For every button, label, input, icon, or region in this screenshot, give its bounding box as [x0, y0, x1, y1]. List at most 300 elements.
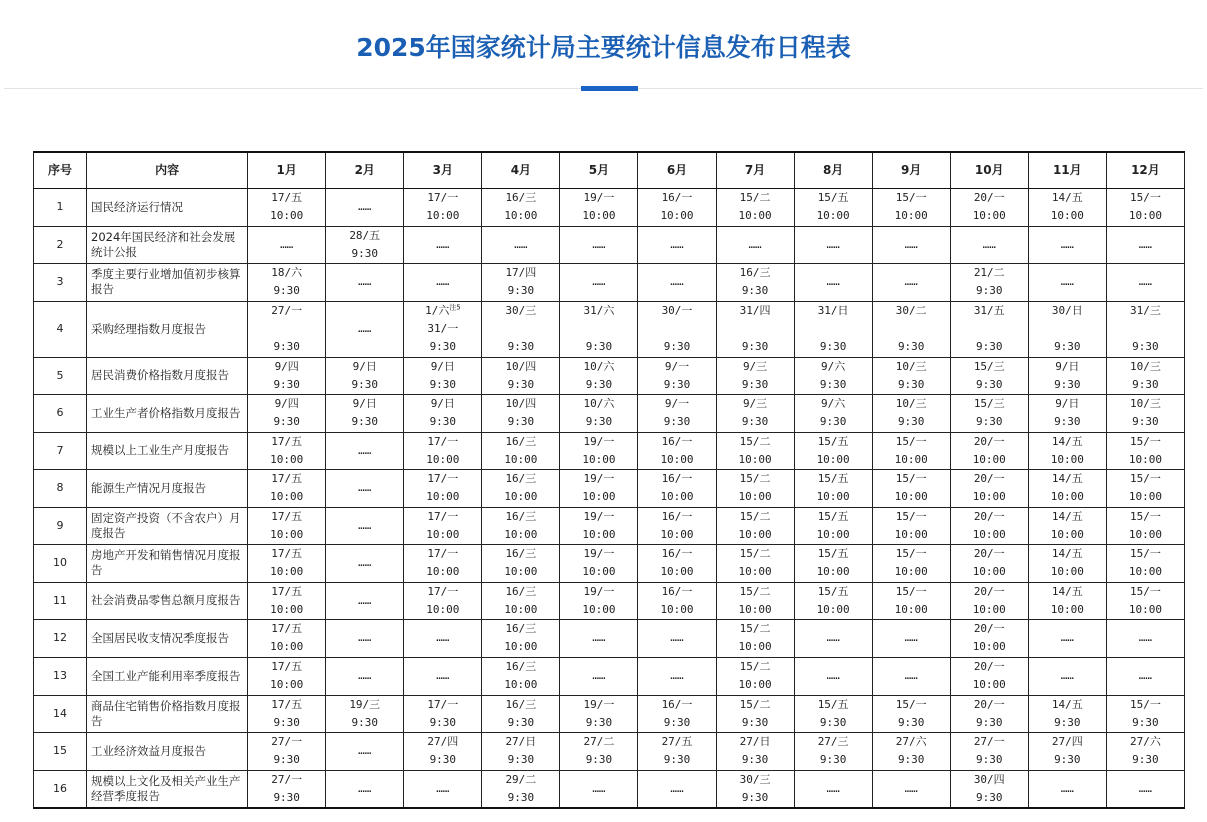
cell-text: 9:30	[897, 377, 925, 391]
cell-text: 27/三	[817, 735, 849, 748]
not-scheduled-marker: ……	[1060, 669, 1074, 682]
release-date-cell	[482, 582, 560, 619]
not-scheduled-marker: ……	[904, 631, 918, 644]
cell-text: 20/一	[973, 584, 1005, 598]
cell-text: 9:30	[507, 715, 535, 729]
not-scheduled-marker: ……	[1138, 275, 1153, 288]
cell-text: 10:00	[504, 678, 538, 691]
cell-text: 10:00	[738, 640, 772, 653]
release-date-cell	[482, 263, 560, 301]
cell-text: 9:30	[429, 377, 457, 391]
release-date-cell	[560, 263, 638, 301]
release-date-cell	[1028, 469, 1106, 507]
not-scheduled-marker: ……	[358, 593, 372, 607]
cell-text: 30/三	[739, 772, 771, 786]
cell-text: 10/三	[1129, 359, 1161, 373]
cell-text: 9/日	[352, 397, 377, 410]
release-date-cell	[794, 695, 872, 732]
cell-text: 10:00	[270, 602, 304, 616]
table-row	[34, 301, 1185, 357]
release-date-cell	[248, 657, 326, 695]
release-content: 房地产开发和销售情况月度报告	[87, 544, 248, 582]
release-date-cell	[326, 394, 404, 432]
table-row	[34, 469, 1185, 507]
cell-text: 10:00	[1128, 602, 1162, 616]
cell-text: 9:30	[819, 753, 847, 766]
cell-text: 15/一	[1129, 584, 1161, 598]
cell-text: 10:00	[582, 490, 616, 503]
cell-text: 10:00	[738, 209, 772, 222]
cell-text: 10:00	[738, 678, 772, 691]
release-date-cell	[872, 394, 950, 432]
cell-text: 20/一	[973, 622, 1005, 635]
release-date-cell	[1028, 226, 1106, 263]
release-date-cell	[950, 695, 1028, 732]
cell-text: 19/一	[583, 697, 615, 711]
not-scheduled-marker: ……	[358, 518, 372, 532]
column-header: 6月	[638, 152, 716, 188]
release-date-cell	[482, 732, 560, 770]
cell-text: 10/六	[583, 397, 615, 410]
row-number: 15	[34, 732, 87, 770]
cell-text: 9:30	[429, 753, 457, 766]
release-date-cell	[560, 226, 638, 263]
release-date-cell	[404, 544, 482, 582]
cell-text: 10:00	[816, 209, 850, 222]
release-date-cell	[404, 394, 482, 432]
release-date-cell	[248, 469, 326, 507]
cell-text: 10:00	[738, 527, 772, 541]
cell-text: 19/一	[583, 547, 615, 560]
cell-text: 9:30	[741, 753, 769, 766]
cell-text: 10/四	[505, 397, 537, 410]
cell-text: 10:00	[816, 565, 850, 578]
table-row	[34, 732, 1185, 770]
table-row	[34, 770, 1185, 808]
column-header: 12月	[1106, 152, 1184, 188]
cell-text: 9:30	[273, 415, 300, 428]
cell-text: 16/三	[505, 509, 537, 523]
row-number: 10	[34, 544, 87, 582]
column-header: 序号	[34, 152, 87, 188]
release-date-cell	[326, 619, 404, 657]
cell-text: 9:30	[507, 340, 535, 353]
row-number: 16	[34, 770, 87, 808]
cell-text: 9:30	[976, 415, 1003, 428]
release-date-cell	[248, 732, 326, 770]
release-date-cell	[716, 432, 794, 469]
cell-text: 10/三	[895, 359, 927, 373]
release-date-cell	[716, 226, 794, 263]
table-row	[34, 544, 1185, 582]
release-date-cell	[950, 657, 1028, 695]
not-scheduled-marker: ……	[436, 781, 450, 795]
release-date-cell	[716, 732, 794, 770]
not-scheduled-marker: ……	[982, 237, 996, 251]
release-date-cell	[794, 544, 872, 582]
cell-text: 10:00	[582, 452, 616, 466]
cell-text: 9:30	[585, 340, 613, 353]
release-date-cell	[248, 544, 326, 582]
release-date-cell	[248, 582, 326, 619]
release-date-cell	[560, 394, 638, 432]
cell-text: 27/一	[271, 735, 303, 748]
cell-text: 9:30	[663, 340, 691, 353]
release-date-cell	[326, 732, 404, 770]
table-row	[34, 619, 1185, 657]
table-row	[34, 582, 1185, 619]
row-number: 7	[34, 432, 87, 469]
cell-text: 9:30	[507, 284, 535, 297]
cell-text: 9/一	[664, 359, 690, 373]
cell-text: 15/三	[973, 359, 1005, 373]
release-date-cell	[482, 188, 560, 226]
cell-text: 27/一	[271, 304, 303, 317]
release-date-cell	[1106, 263, 1184, 301]
release-date-cell	[1028, 695, 1106, 732]
release-date-cell	[794, 226, 872, 263]
cell-text: 17/一	[427, 472, 459, 485]
cell-text: 15/五	[817, 434, 849, 448]
cell-text: 9:30	[976, 377, 1003, 391]
not-scheduled-marker: ……	[904, 781, 918, 795]
release-date-cell	[638, 226, 716, 263]
release-date-cell	[950, 432, 1028, 469]
not-scheduled-marker: ……	[670, 669, 684, 682]
release-date-cell	[482, 394, 560, 432]
not-scheduled-marker: ……	[904, 275, 918, 288]
cell-text: 31/日	[817, 304, 849, 317]
cell-text: 15/二	[739, 547, 771, 560]
cell-text: 15/二	[739, 660, 771, 673]
cell-text: 15/一	[895, 191, 927, 204]
cell-text: 15/一	[895, 509, 927, 523]
cell-text: 15/二	[739, 697, 771, 711]
release-date-cell	[248, 263, 326, 301]
release-date-cell	[560, 432, 638, 469]
cell-text: 9:30	[1054, 415, 1081, 428]
release-date-cell	[560, 695, 638, 732]
cell-text: 9:30	[819, 340, 847, 353]
cell-text: 9:30	[429, 415, 457, 428]
cell-text: 9:30	[1132, 377, 1159, 391]
release-date-cell	[638, 619, 716, 657]
not-scheduled-marker: ……	[358, 275, 372, 288]
table-row	[34, 695, 1185, 732]
release-date-cell	[1028, 657, 1106, 695]
page-title: 2025年国家统计局主要统计信息发布日程表	[356, 33, 851, 62]
not-scheduled-marker: ……	[1060, 781, 1074, 795]
cell-text: 9:30	[507, 377, 535, 391]
cell-text: 1/六$^{注5}$	[425, 303, 461, 317]
release-date-cell	[248, 301, 326, 357]
release-date-cell	[794, 394, 872, 432]
cell-text: 16/一	[661, 191, 693, 204]
cell-text: 10:00	[426, 452, 460, 466]
cell-text: 17/一	[427, 191, 459, 204]
not-scheduled-marker: ……	[358, 200, 372, 213]
column-header: 内容	[87, 152, 248, 188]
cell-text: 30/四	[973, 772, 1005, 786]
release-content: 季度主要行业增加值初步核算报告	[87, 263, 248, 301]
not-scheduled-marker: ……	[592, 237, 606, 251]
not-scheduled-marker: ……	[358, 556, 372, 569]
cell-text: 9:30	[351, 715, 378, 729]
cell-text: 15/五	[817, 584, 849, 598]
release-date-cell	[404, 188, 482, 226]
release-date-cell	[248, 507, 326, 544]
release-content: 全国居民收支情况季度报告	[87, 619, 248, 657]
release-date-cell	[404, 432, 482, 469]
cell-text: 27/二	[583, 735, 615, 748]
table-row	[34, 226, 1185, 263]
release-date-cell	[248, 357, 326, 394]
cell-text	[484, 320, 557, 338]
cell-text: 9:30	[976, 753, 1003, 766]
release-date-cell	[716, 357, 794, 394]
cell-text: 10:00	[1128, 452, 1162, 466]
not-scheduled-marker: ……	[1060, 275, 1074, 288]
release-date-cell	[716, 469, 794, 507]
release-date-cell	[404, 507, 482, 544]
cell-text: 9:30	[507, 753, 535, 766]
cell-text: 10:00	[894, 602, 928, 616]
cell-text	[1031, 320, 1104, 338]
release-date-cell	[950, 507, 1028, 544]
not-scheduled-marker: ……	[436, 631, 450, 644]
table-header-row	[34, 152, 1185, 188]
cell-text: 17/五	[271, 191, 303, 204]
cell-text: 9:30	[1054, 753, 1081, 766]
release-content: 规模以上文化及相关产业生产经营季度报告	[87, 770, 248, 808]
release-date-cell	[872, 619, 950, 657]
not-scheduled-marker: ……	[670, 275, 684, 288]
cell-text: 10:00	[270, 527, 304, 541]
cell-text: 9:30	[897, 415, 925, 428]
cell-text: 16/一	[661, 697, 693, 711]
release-date-cell	[326, 188, 404, 226]
cell-text: 10:00	[504, 490, 538, 503]
cell-text: 20/一	[973, 509, 1005, 523]
row-number: 12	[34, 619, 87, 657]
cell-text: 27/一	[271, 772, 303, 786]
cell-text: 14/五	[1051, 191, 1083, 204]
cell-text: 31/四	[739, 304, 771, 317]
cell-text: 10/六	[583, 359, 615, 373]
cell-text: 10:00	[426, 602, 460, 616]
release-date-cell	[872, 301, 950, 357]
cell-text: 15/二	[739, 622, 771, 635]
cell-text: 15/五	[817, 509, 849, 523]
release-date-cell	[482, 469, 560, 507]
release-content: 社会消费品零售总额月度报告	[87, 582, 248, 619]
cell-text: 15/一	[1129, 547, 1161, 560]
table-row	[34, 657, 1185, 695]
cell-text: 10:00	[894, 565, 928, 578]
cell-text: 17/五	[271, 584, 303, 598]
cell-text: 30/三	[505, 304, 537, 317]
release-date-cell	[560, 657, 638, 695]
cell-text: 9:30	[429, 340, 457, 353]
release-date-cell	[872, 226, 950, 263]
cell-text: 9:30	[819, 415, 847, 428]
column-header: 1月	[248, 152, 326, 188]
cell-text: 17/一	[427, 584, 459, 598]
cell-text: 15/一	[895, 434, 927, 448]
release-date-cell	[326, 432, 404, 469]
row-number: 9	[34, 507, 87, 544]
cell-text: 9:30	[741, 340, 769, 353]
not-scheduled-marker: ……	[514, 237, 528, 251]
release-date-cell	[1106, 301, 1184, 357]
cell-text: 9:30	[741, 790, 769, 804]
cell-text: 27/五	[661, 735, 693, 748]
cell-text: 15/一	[895, 584, 927, 598]
cell-text: 10:00	[660, 490, 694, 503]
row-number: 6	[34, 394, 87, 432]
release-content: 规模以上工业生产月度报告	[87, 432, 248, 469]
cell-text: 15/二	[739, 509, 771, 523]
release-date-cell	[794, 732, 872, 770]
release-date-cell	[638, 732, 716, 770]
table-row	[34, 263, 1185, 301]
release-date-cell	[950, 357, 1028, 394]
cell-text: 9:30	[897, 340, 925, 353]
cell-text: 10:00	[894, 452, 928, 466]
cell-text: 10:00	[660, 602, 694, 616]
table-row	[34, 357, 1185, 394]
release-date-cell	[482, 432, 560, 469]
cell-text: 17/一	[427, 434, 459, 448]
release-date-cell	[404, 619, 482, 657]
cell-text: 17/五	[271, 660, 303, 673]
cell-text: 10:00	[270, 565, 304, 578]
cell-text: 9:30	[273, 284, 300, 297]
cell-text: 10:00	[1128, 527, 1162, 541]
cell-text: 20/一	[973, 472, 1005, 485]
cell-text: 19/一	[583, 434, 615, 448]
release-content: 能源生产情况月度报告	[87, 469, 248, 507]
cell-text: 19/一	[583, 472, 615, 485]
release-date-cell	[326, 695, 404, 732]
cell-text: 17/四	[505, 266, 537, 279]
not-scheduled-marker: ……	[826, 669, 840, 682]
cell-text: 9:30	[741, 284, 769, 297]
cell-text: 9:30	[273, 715, 300, 729]
cell-text: 17/五	[271, 434, 303, 448]
cell-text: 15/一	[895, 547, 927, 560]
release-date-cell	[1106, 695, 1184, 732]
cell-text: 14/五	[1051, 584, 1083, 598]
release-date-cell	[560, 582, 638, 619]
cell-text: 9:30	[897, 753, 925, 766]
cell-text: 10:00	[426, 527, 460, 541]
cell-text: 10:00	[504, 640, 538, 653]
release-date-cell	[248, 695, 326, 732]
cell-text: 9:30	[1132, 340, 1159, 353]
column-header: 3月	[404, 152, 482, 188]
release-date-cell	[1028, 770, 1106, 808]
cell-text: 9/四	[274, 359, 299, 373]
cell-text: 20/一	[973, 660, 1005, 673]
cell-text: 16/一	[661, 547, 693, 560]
cell-text: 10:00	[1050, 490, 1084, 503]
cell-text: 15/一	[1129, 191, 1161, 204]
cell-text: 15/五	[817, 191, 849, 204]
cell-text: 9:30	[1054, 377, 1081, 391]
cell-text: 19/一	[583, 584, 615, 598]
cell-text: 10:00	[972, 602, 1006, 616]
not-scheduled-marker: ……	[592, 275, 606, 288]
release-date-cell	[248, 432, 326, 469]
row-number: 13	[34, 657, 87, 695]
release-date-cell	[716, 695, 794, 732]
cell-text: 27/一	[973, 735, 1005, 748]
release-date-cell	[560, 301, 638, 357]
release-date-cell	[1106, 188, 1184, 226]
cell-text: 9:30	[585, 715, 613, 729]
cell-text: 10:00	[1050, 565, 1084, 578]
release-date-cell	[950, 582, 1028, 619]
row-number: 4	[34, 301, 87, 357]
cell-text: 16/三	[505, 660, 537, 673]
release-date-cell	[1028, 544, 1106, 582]
release-date-cell	[1028, 732, 1106, 770]
not-scheduled-marker: ……	[358, 744, 372, 757]
release-date-cell	[1028, 507, 1106, 544]
release-date-cell	[560, 357, 638, 394]
release-date-cell	[716, 619, 794, 657]
cell-text: 9:30	[1132, 753, 1159, 766]
release-date-cell	[1106, 619, 1184, 657]
not-scheduled-marker: ……	[1060, 237, 1074, 251]
not-scheduled-marker: ……	[358, 669, 372, 682]
release-date-cell	[1106, 226, 1184, 263]
cell-text: 16/一	[661, 509, 693, 523]
cell-text: 9/日	[1055, 359, 1080, 373]
release-date-cell	[638, 394, 716, 432]
cell-text: 15/一	[1129, 697, 1161, 711]
release-date-cell	[1028, 619, 1106, 657]
release-date-cell	[1106, 732, 1184, 770]
cell-text: 10:00	[972, 527, 1006, 541]
column-header: 5月	[560, 152, 638, 188]
not-scheduled-marker: ……	[358, 443, 372, 457]
release-date-cell	[872, 432, 950, 469]
cell-text: 9:30	[663, 415, 691, 428]
cell-text: 15/一	[1129, 434, 1161, 448]
cell-text: 10/三	[895, 397, 927, 410]
cell-text	[562, 320, 635, 338]
cell-text: 9/三	[742, 359, 768, 373]
cell-text: 9:30	[273, 340, 300, 353]
cell-text: 9:30	[741, 415, 769, 428]
release-date-cell	[404, 657, 482, 695]
release-date-cell	[638, 469, 716, 507]
release-date-cell	[560, 732, 638, 770]
release-date-cell	[794, 188, 872, 226]
cell-text: 9:30	[273, 753, 300, 766]
cell-text: 14/五	[1051, 434, 1083, 448]
release-date-cell	[638, 432, 716, 469]
cell-text: 9/六	[821, 397, 846, 410]
cell-text: 10:00	[660, 565, 694, 578]
release-date-cell	[326, 469, 404, 507]
cell-text	[875, 320, 948, 338]
cell-text: 10:00	[582, 602, 616, 616]
cell-text: 27/日	[505, 735, 537, 748]
release-date-cell	[1106, 357, 1184, 394]
